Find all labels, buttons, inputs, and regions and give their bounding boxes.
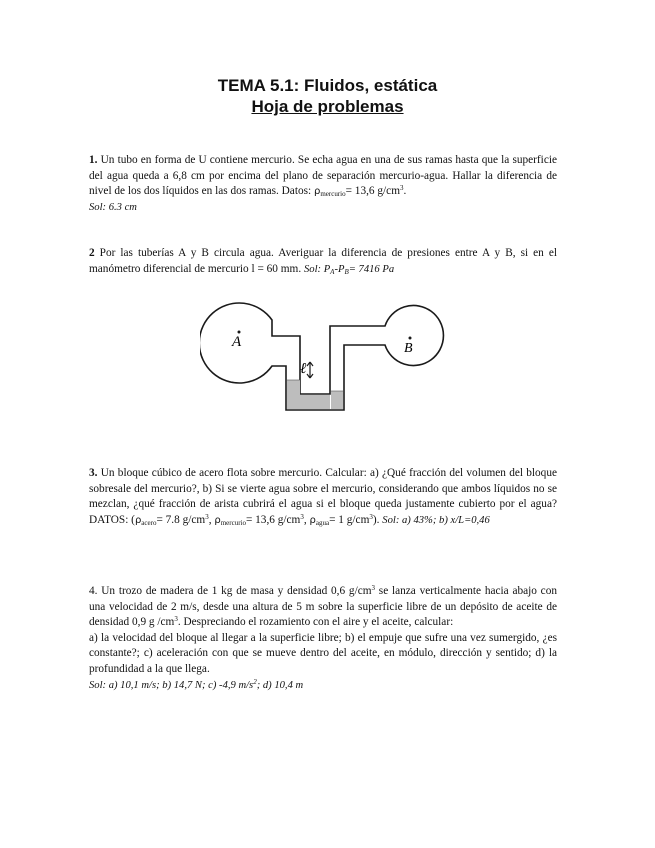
solution-part: Sol: a) 10,1 m/s; b) 14,7 N; c) -4,9 m/s xyxy=(89,679,254,691)
problem-3-number: 3. xyxy=(89,467,98,479)
problem-4 xyxy=(89,584,557,693)
problem-4-statement xyxy=(89,584,557,631)
rho-subscript: mercurio xyxy=(320,190,346,199)
close-paren: ). xyxy=(372,513,383,526)
exponent: 3 xyxy=(369,512,373,521)
rho-subscript: mercurio xyxy=(220,518,246,527)
problem-1 xyxy=(89,153,557,215)
problem-1-text: Un tubo en forma de U contiene mercurio. Se echa agua en una de sus ramas hasta que la superficie del agua queda a 6,8 cm por encima del plano de separación mercurio-agua. Hallar la diferencia de nivel de los dos líquidos en las dos ramas. Datos: xyxy=(89,154,557,198)
problem-1-number: 1. xyxy=(89,154,98,166)
rho-subscript: acero xyxy=(141,518,157,527)
problem-2-statement xyxy=(89,246,557,277)
solution-part: Sol: P xyxy=(303,263,331,275)
exponent: 3 xyxy=(174,615,178,624)
problem-1-statement xyxy=(89,153,557,200)
density-value: = 1 g/cm xyxy=(329,513,370,526)
pipe-b-label: B xyxy=(404,341,413,356)
density-value: = 7.8 g/cm xyxy=(156,513,206,526)
density-value: = 13,6 g/cm xyxy=(345,185,400,198)
problem-2 xyxy=(89,246,557,277)
problem-4-text: se lanza verticalmente hacia abajo con una velocidad de 2 m/s, desde una altura de 5 m sobre la superficie libre de un depósito de aceite de densidad 0,9 g /cm xyxy=(89,585,557,629)
solution-part: = 7416 Pa xyxy=(348,263,395,275)
problem-4-text: . Despreciando el rozamiento con el aire y el aceite, calcular: xyxy=(177,616,454,629)
manometer-diagram xyxy=(200,296,460,426)
exponent: 3 xyxy=(371,584,376,592)
problem-2-text: Por las tuberías A y B circula agua. Averiguar la diferencia de presiones entre A y B, si en el manómetro diferencial de mercurio l = 60 mm. xyxy=(89,247,557,275)
length-label: ℓ xyxy=(300,361,307,377)
subscript-a: A xyxy=(330,267,335,276)
problem-2-solution xyxy=(304,264,394,275)
density-value: = 13,6 g/cm xyxy=(245,513,301,526)
solution-part: ; d) 10,4 m xyxy=(256,679,304,691)
problem-4-questions: a) la velocidad del bloque al llegar a la superficie libre; b) el empuje que sufre una vez sumergido, ¿es constante?; c) aceleración con que se mueve dentro del aceite, en módulo, dirección y sentido; d) la profundidad a la que llega. xyxy=(89,631,557,675)
exponent: 3 xyxy=(205,512,209,521)
exponent: 2 xyxy=(253,677,257,686)
problem-3-text: Un bloque cúbico de acero flota sobre mercurio. Calcular: a) ¿Qué fracción del volumen del bloque sobresale del mercurio?, b) Si se vierte agua sobre el mercurio, considerando que ambos líquidos no se mezclan, ¿qué fracción de arista cubrirá el agua si el bloque queda justamente cubierto por el agua? DATOS: ( xyxy=(89,467,557,526)
solution-part: -P xyxy=(334,263,345,275)
problem-4-number: 4. xyxy=(89,585,98,597)
separator: , xyxy=(208,513,215,526)
pipe-a-label: A xyxy=(232,334,242,350)
problem-3-statement xyxy=(89,466,557,528)
rho-symbol: ρ xyxy=(214,514,221,526)
problem-2-number: 2 xyxy=(89,247,95,259)
problem-4-text: Un trozo de madera de 1 kg de masa y densidad 0,6 g/cm xyxy=(97,585,372,597)
problem-4-solution xyxy=(89,678,557,694)
rho-subscript: agua xyxy=(315,518,330,527)
problem-1-solution: Sol: 6.3 cm xyxy=(89,201,137,213)
page-subtitle: Hoja de problemas xyxy=(251,97,404,116)
problem-3-solution: Sol: a) 43%; b) x/L=0,46 xyxy=(382,514,490,526)
rho-symbol: ρ xyxy=(134,514,142,526)
rho-symbol: ρ xyxy=(309,514,316,526)
rho-symbol: ρ xyxy=(313,186,321,198)
separator: , xyxy=(303,513,310,526)
problem-3 xyxy=(89,466,557,528)
exponent: 3 xyxy=(400,184,404,193)
exponent: 3 xyxy=(300,512,304,521)
period: . xyxy=(403,185,407,198)
subscript-b: B xyxy=(344,267,349,276)
page-title: TEMA 5.1: Fluidos, estática xyxy=(217,76,438,95)
